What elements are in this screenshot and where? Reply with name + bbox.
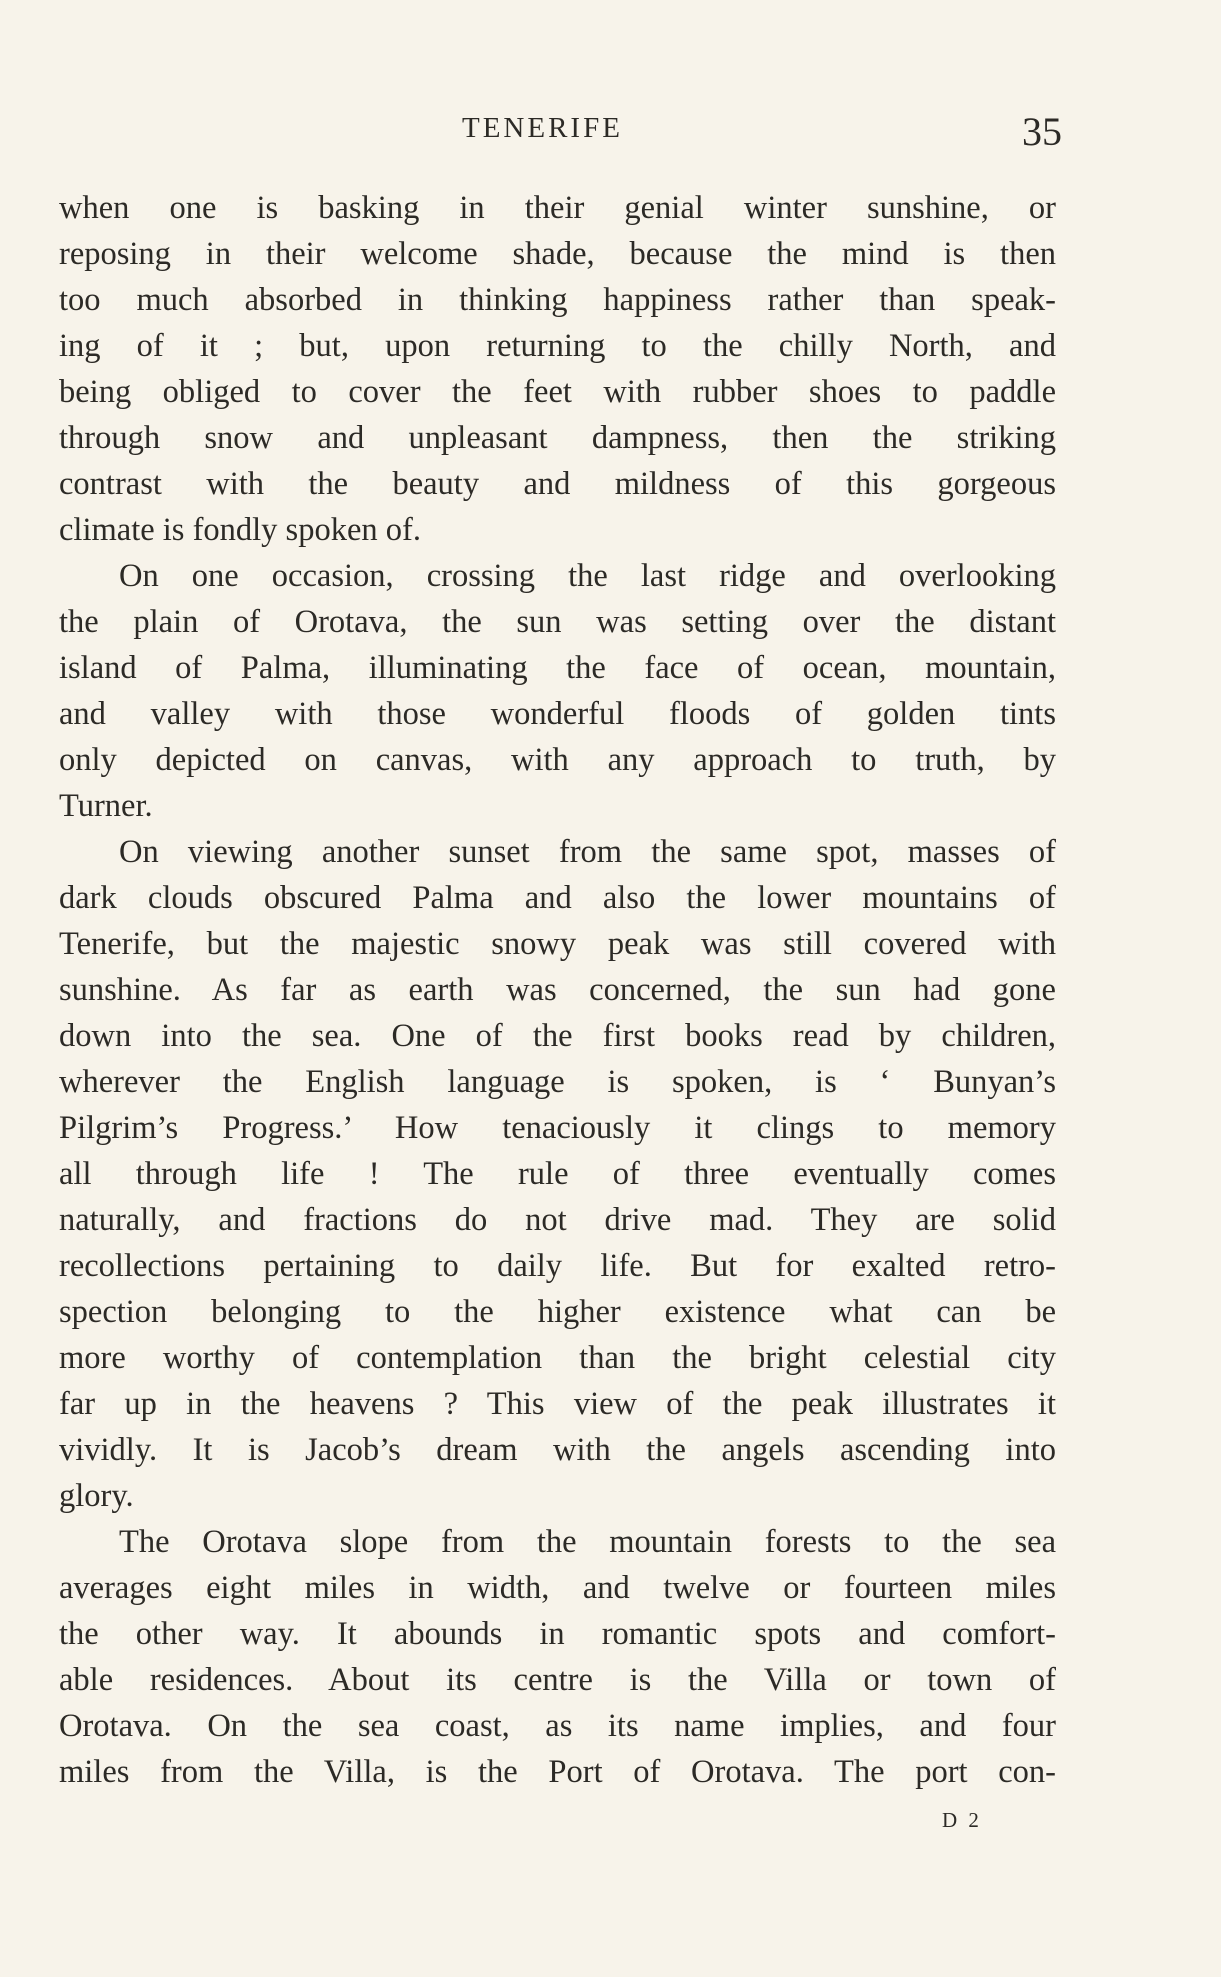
text-line: wherever the English language is spoken, is ‘ Bunyan’s [59, 1064, 1056, 1100]
text-line: being obliged to cover the feet with rubber shoes to paddle [59, 374, 1056, 410]
text-line: climate is fondly spoken of. [59, 512, 421, 548]
text-line: more worthy of contemplation than the bright celestial city [59, 1340, 1056, 1376]
text-line: miles from the Villa, is the Port of Orotava. The port con- [59, 1754, 1056, 1790]
text-line: the plain of Orotava, the sun was setting over the distant [59, 604, 1056, 640]
text-line: spection belonging to the higher existence what can be [59, 1294, 1056, 1330]
text-line: Turner. [59, 788, 153, 824]
text-line: averages eight miles in width, and twelve or fourteen miles [59, 1570, 1056, 1606]
text-line: too much absorbed in thinking happiness rather than speak- [59, 282, 1056, 318]
text-line: through snow and unpleasant dampness, then the striking [59, 420, 1056, 456]
text-line: far up in the heavens ? This view of the peak illustrates it [59, 1386, 1056, 1422]
text-line: vividly. It is Jacob’s dream with the angels ascending into [59, 1432, 1056, 1468]
text-line: Tenerife, but the majestic snowy peak was still covered with [59, 926, 1056, 962]
text-line: only depicted on canvas, with any approach to truth, by [59, 742, 1056, 778]
text-line: recollections pertaining to daily life. But for exalted retro- [59, 1248, 1056, 1284]
running-title: TENERIFE [462, 112, 623, 144]
paragraph-first-line: On viewing another sunset from the same spot, masses of [119, 834, 1056, 870]
text-line: dark clouds obscured Palma and also the lower mountains of [59, 880, 1056, 916]
text-line: the other way. It abounds in romantic spots and comfort- [59, 1616, 1056, 1652]
text-line: and valley with those wonderful floods of golden tints [59, 696, 1056, 732]
text-line: when one is basking in their genial winter sunshine, or [59, 190, 1056, 226]
paragraph-first-line: The Orotava slope from the mountain forests to the sea [119, 1524, 1056, 1560]
text-line: ing of it ; but, upon returning to the chilly North, and [59, 328, 1056, 364]
text-line: able residences. About its centre is the Villa or town of [59, 1662, 1056, 1698]
text-line: Orotava. On the sea coast, as its name implies, and four [59, 1708, 1056, 1744]
text-line: glory. [59, 1478, 134, 1514]
text-line: down into the sea. One of the first books read by children, [59, 1018, 1056, 1054]
signature-mark: D 2 [942, 1808, 982, 1832]
page-number: 35 [1022, 109, 1062, 154]
text-line: all through life ! The rule of three eventually comes [59, 1156, 1056, 1192]
text-line: reposing in their welcome shade, because the mind is then [59, 236, 1056, 272]
text-line: naturally, and fractions do not drive mad. They are solid [59, 1202, 1056, 1238]
text-line: Pilgrim’s Progress.’ How tenaciously it clings to memory [59, 1110, 1056, 1146]
body-text [59, 185, 1056, 1795]
running-head [0, 108, 1221, 158]
text-line: contrast with the beauty and mildness of this gorgeous [59, 466, 1056, 502]
text-line: island of Palma, illuminating the face of ocean, mountain, [59, 650, 1056, 686]
paragraph-first-line: On one occasion, crossing the last ridge and overlooking [119, 558, 1056, 594]
text-line: sunshine. As far as earth was concerned, the sun had gone [59, 972, 1056, 1008]
